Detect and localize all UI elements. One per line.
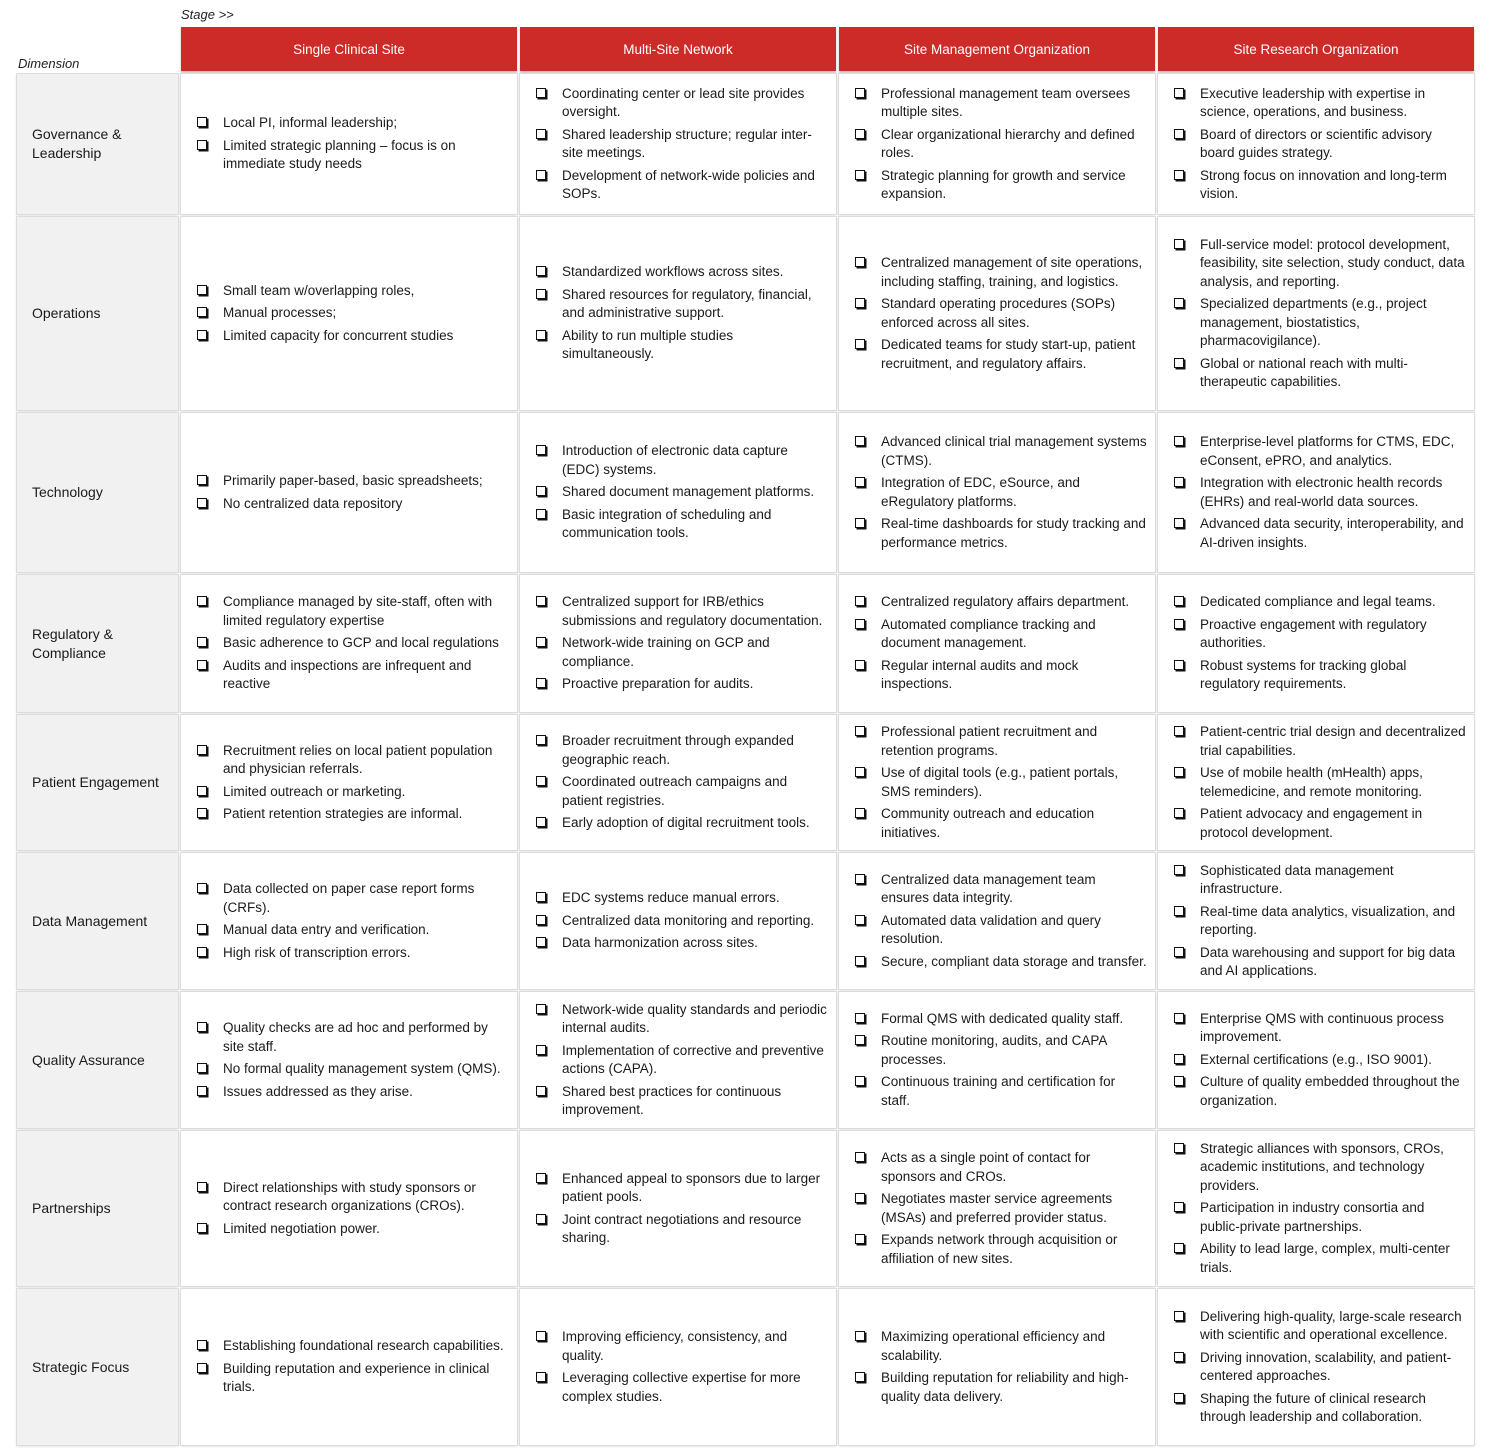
checkbox-bullet-item: Broader recruitment through expanded geographic reach. [534, 732, 828, 769]
checkbox-bullet-item: No formal quality management system (QMS). [195, 1060, 509, 1079]
checkbox-bullet-item: Ability to lead large, complex, multi-center trials. [1172, 1240, 1466, 1277]
checkbox-bullet-item: Automated data validation and query resolution. [853, 912, 1147, 949]
checkbox-bullet-item: Proactive preparation for audits. [534, 675, 828, 694]
checkbox-bullet-item: Audits and inspections are infrequent and reactive [195, 657, 509, 694]
stage-cell [520, 715, 836, 850]
bullet-list [195, 1179, 509, 1239]
stage-cell [181, 853, 517, 989]
bullet-list [853, 1010, 1147, 1111]
checkbox-bullet-item: Enterprise-level platforms for CTMS, EDC, eConsent, ePRO, and analytics. [1172, 433, 1466, 470]
stage-cell [520, 575, 836, 712]
checkbox-bullet-item: Continuous training and certification for staff. [853, 1073, 1147, 1110]
stage-cell [181, 1131, 517, 1286]
checkbox-bullet-item: Development of network-wide policies and SOPs. [534, 167, 828, 204]
dimension-axis-label: Dimension [18, 56, 80, 71]
checkbox-bullet-item: Clear organizational hierarchy and defined roles. [853, 126, 1147, 163]
bullet-list [534, 1328, 828, 1406]
checkbox-bullet-item: Centralized regulatory affairs department. [853, 593, 1147, 612]
checkbox-bullet-item: Recruitment relies on local patient population and physician referrals. [195, 742, 509, 779]
checkbox-bullet-item: Patient-centric trial design and decentralized trial capabilities. [1172, 723, 1466, 760]
stage-header-single-clinical-site: Single Clinical Site [181, 27, 517, 71]
bullet-list [1172, 433, 1466, 552]
stage-cell [839, 575, 1155, 712]
dimension-label: Quality Assurance [17, 992, 178, 1128]
checkbox-bullet-item: Network-wide training on GCP and compliance. [534, 634, 828, 671]
checkbox-bullet-item: Implementation of corrective and preventive actions (CAPA). [534, 1042, 828, 1079]
checkbox-bullet-item: External certifications (e.g., ISO 9001). [1172, 1051, 1466, 1070]
checkbox-bullet-item: Automated compliance tracking and document management. [853, 616, 1147, 653]
dimension-row [17, 715, 1474, 850]
checkbox-bullet-item: Building reputation and experience in clinical trials. [195, 1360, 509, 1397]
dimension-row [17, 853, 1474, 989]
checkbox-bullet-item: Establishing foundational research capabilities. [195, 1337, 509, 1356]
checkbox-bullet-item: Expands network through acquisition or affiliation of new sites. [853, 1231, 1147, 1268]
checkbox-bullet-item: Real-time data analytics, visualization, and reporting. [1172, 903, 1466, 940]
checkbox-bullet-item: Limited strategic planning – focus is on immediate study needs [195, 137, 509, 174]
checkbox-bullet-item: Acts as a single point of contact for sponsors and CROs. [853, 1149, 1147, 1186]
checkbox-bullet-item: Shared document management platforms. [534, 483, 828, 502]
bullet-list [1172, 593, 1466, 694]
checkbox-bullet-item: Formal QMS with dedicated quality staff. [853, 1010, 1147, 1029]
dimension-label: Partnerships [17, 1131, 178, 1286]
maturity-matrix-table [14, 24, 1477, 1448]
stage-cell [181, 413, 517, 572]
corner-cell [17, 27, 178, 71]
checkbox-bullet-item: Strong focus on innovation and long-term vision. [1172, 167, 1466, 204]
dimension-label: Data Management [17, 853, 178, 989]
checkbox-bullet-item: Primarily paper-based, basic spreadsheets; [195, 472, 509, 491]
checkbox-bullet-item: Strategic planning for growth and service expansion. [853, 167, 1147, 204]
dimension-label: Regulatory & Compliance [17, 575, 178, 712]
stage-cell [181, 992, 517, 1128]
stage-cell [520, 217, 836, 410]
checkbox-bullet-item: Limited outreach or marketing. [195, 783, 509, 802]
checkbox-bullet-item: Patient advocacy and engagement in protocol development. [1172, 805, 1466, 842]
dimension-label: Governance & Leadership [17, 74, 178, 214]
checkbox-bullet-item: Issues addressed as they arise. [195, 1083, 509, 1102]
stage-cell [839, 217, 1155, 410]
matrix-body [17, 74, 1474, 1445]
bullet-list [195, 114, 509, 174]
bullet-list [534, 889, 828, 953]
bullet-list [534, 732, 828, 833]
checkbox-bullet-item: Centralized management of site operations, including staffing, training, and logistics. [853, 254, 1147, 291]
checkbox-bullet-item: Global or national reach with multi-therapeutic capabilities. [1172, 355, 1466, 392]
dimension-label: Technology [17, 413, 178, 572]
bullet-list [534, 85, 828, 204]
bullet-list [195, 880, 509, 962]
stage-cell [520, 1131, 836, 1286]
bullet-list [1172, 723, 1466, 842]
checkbox-bullet-item: Dedicated teams for study start-up, patient recruitment, and regulatory affairs. [853, 336, 1147, 373]
checkbox-bullet-item: Basic integration of scheduling and communication tools. [534, 506, 828, 543]
bullet-list [195, 1337, 509, 1397]
stage-cell [181, 74, 517, 214]
stage-cell [839, 715, 1155, 850]
stage-cell [1158, 1289, 1474, 1445]
bullet-list [195, 282, 509, 346]
checkbox-bullet-item: Improving efficiency, consistency, and quality. [534, 1328, 828, 1365]
bullet-list [534, 593, 828, 694]
checkbox-bullet-item: Joint contract negotiations and resource sharing. [534, 1211, 828, 1248]
checkbox-bullet-item: Delivering high-quality, large-scale research with scientific and operational excellence. [1172, 1308, 1466, 1345]
checkbox-bullet-item: High risk of transcription errors. [195, 944, 509, 963]
stage-cell [181, 217, 517, 410]
bullet-list [1172, 1308, 1466, 1427]
checkbox-bullet-item: Integration with electronic health records (EHRs) and real-world data sources. [1172, 474, 1466, 511]
checkbox-bullet-item: Advanced data security, interoperability, and AI-driven insights. [1172, 515, 1466, 552]
checkbox-bullet-item: Advanced clinical trial management systems (CTMS). [853, 433, 1147, 470]
checkbox-bullet-item: Regular internal audits and mock inspections. [853, 657, 1147, 694]
checkbox-bullet-item: Specialized departments (e.g., project management, biostatistics, pharmacovigilance). [1172, 295, 1466, 351]
checkbox-bullet-item: Enterprise QMS with continuous process improvement. [1172, 1010, 1466, 1047]
checkbox-bullet-item: Shared resources for regulatory, financial, and administrative support. [534, 286, 828, 323]
checkbox-bullet-item: Integration of EDC, eSource, and eRegulatory platforms. [853, 474, 1147, 511]
checkbox-bullet-item: Data collected on paper case report forms (CRFs). [195, 880, 509, 917]
stage-cell [1158, 575, 1474, 712]
stage-header-row [17, 27, 1474, 71]
checkbox-bullet-item: Ability to run multiple studies simultaneously. [534, 327, 828, 364]
stage-cell [520, 992, 836, 1128]
checkbox-bullet-item: Proactive engagement with regulatory authorities. [1172, 616, 1466, 653]
checkbox-bullet-item: Network-wide quality standards and periodic internal audits. [534, 1001, 828, 1038]
stage-cell [520, 74, 836, 214]
dimension-label: Patient Engagement [17, 715, 178, 850]
stage-cell [839, 853, 1155, 989]
checkbox-bullet-item: No centralized data repository [195, 495, 509, 514]
checkbox-bullet-item: Executive leadership with expertise in science, operations, and business. [1172, 85, 1466, 122]
checkbox-bullet-item: Coordinated outreach campaigns and patient registries. [534, 773, 828, 810]
bullet-list [1172, 236, 1466, 392]
stage-header-multi-site-network: Multi-Site Network [520, 27, 836, 71]
stage-cell [181, 575, 517, 712]
checkbox-bullet-item: Data warehousing and support for big data and AI applications. [1172, 944, 1466, 981]
checkbox-bullet-item: Manual data entry and verification. [195, 921, 509, 940]
stage-cell [839, 992, 1155, 1128]
checkbox-bullet-item: Robust systems for tracking global regulatory requirements. [1172, 657, 1466, 694]
stage-cell [839, 1289, 1155, 1445]
bullet-list [534, 442, 828, 543]
checkbox-bullet-item: Maximizing operational efficiency and scalability. [853, 1328, 1147, 1365]
stage-header-site-management-organization: Site Management Organization [839, 27, 1155, 71]
checkbox-bullet-item: Culture of quality embedded throughout the organization. [1172, 1073, 1466, 1110]
bullet-list [853, 723, 1147, 842]
checkbox-bullet-item: Compliance managed by site-staff, often with limited regulatory expertise [195, 593, 509, 630]
checkbox-bullet-item: Board of directors or scientific advisory board guides strategy. [1172, 126, 1466, 163]
checkbox-bullet-item: Local PI, informal leadership; [195, 114, 509, 133]
checkbox-bullet-item: Centralized support for IRB/ethics submissions and regulatory documentation. [534, 593, 828, 630]
stage-header-site-research-organization: Site Research Organization [1158, 27, 1474, 71]
checkbox-bullet-item: Secure, compliant data storage and transfer. [853, 953, 1147, 972]
checkbox-bullet-item: Enhanced appeal to sponsors due to larger patient pools. [534, 1170, 828, 1207]
bullet-list [534, 1001, 828, 1120]
stage-cell [181, 1289, 517, 1445]
stage-cell [839, 74, 1155, 214]
checkbox-bullet-item: Introduction of electronic data capture (EDC) systems. [534, 442, 828, 479]
bullet-list [195, 593, 509, 694]
checkbox-bullet-item: Quality checks are ad hoc and performed by site staff. [195, 1019, 509, 1056]
bullet-list [1172, 862, 1466, 981]
stage-cell [520, 413, 836, 572]
stage-cell [520, 853, 836, 989]
bullet-list [853, 871, 1147, 972]
dimension-row [17, 217, 1474, 410]
stage-cell [1158, 217, 1474, 410]
stage-cell [1158, 715, 1474, 850]
stage-cell [839, 413, 1155, 572]
dimension-label: Operations [17, 217, 178, 410]
checkbox-bullet-item: Patient retention strategies are informal. [195, 805, 509, 824]
checkbox-bullet-item: Centralized data management team ensures data integrity. [853, 871, 1147, 908]
checkbox-bullet-item: Limited negotiation power. [195, 1220, 509, 1239]
checkbox-bullet-item: Direct relationships with study sponsors or contract research organizations (CROs). [195, 1179, 509, 1216]
checkbox-bullet-item: Dedicated compliance and legal teams. [1172, 593, 1466, 612]
checkbox-bullet-item: Coordinating center or lead site provides oversight. [534, 85, 828, 122]
dimension-row [17, 413, 1474, 572]
checkbox-bullet-item: Early adoption of digital recruitment tools. [534, 814, 828, 833]
checkbox-bullet-item: Standard operating procedures (SOPs) enforced across all sites. [853, 295, 1147, 332]
stage-cell [520, 1289, 836, 1445]
checkbox-bullet-item: Leveraging collective expertise for more complex studies. [534, 1369, 828, 1406]
checkbox-bullet-item: Routine monitoring, audits, and CAPA processes. [853, 1032, 1147, 1069]
stage-cell [1158, 1131, 1474, 1286]
bullet-list [195, 742, 509, 824]
checkbox-bullet-item: Limited capacity for concurrent studies [195, 327, 509, 346]
checkbox-bullet-item: Driving innovation, scalability, and patient-centered approaches. [1172, 1349, 1466, 1386]
bullet-list [853, 433, 1147, 552]
stage-cell [1158, 853, 1474, 989]
dimension-row [17, 992, 1474, 1128]
checkbox-bullet-item: Shared leadership structure; regular inter-site meetings. [534, 126, 828, 163]
bullet-list [195, 472, 509, 513]
checkbox-bullet-item: Negotiates master service agreements (MSAs) and preferred provider status. [853, 1190, 1147, 1227]
dimension-row [17, 74, 1474, 214]
checkbox-bullet-item: Standardized workflows across sites. [534, 263, 828, 282]
stage-cell [181, 715, 517, 850]
bullet-list [534, 1170, 828, 1248]
stage-cell [839, 1131, 1155, 1286]
stage-cell [1158, 413, 1474, 572]
bullet-list [1172, 1010, 1466, 1111]
checkbox-bullet-item: Basic adherence to GCP and local regulations [195, 634, 509, 653]
checkbox-bullet-item: Shared best practices for continuous improvement. [534, 1083, 828, 1120]
bullet-list [195, 1019, 509, 1101]
checkbox-bullet-item: Sophisticated data management infrastructure. [1172, 862, 1466, 899]
dimension-row [17, 1131, 1474, 1286]
checkbox-bullet-item: Community outreach and education initiatives. [853, 805, 1147, 842]
stage-axis-label: Stage >> [181, 7, 234, 22]
dimension-row [17, 575, 1474, 712]
checkbox-bullet-item: Building reputation for reliability and high-quality data delivery. [853, 1369, 1147, 1406]
checkbox-bullet-item: Use of mobile health (mHealth) apps, telemedicine, and remote monitoring. [1172, 764, 1466, 801]
stage-cell [1158, 74, 1474, 214]
bullet-list [853, 1328, 1147, 1406]
checkbox-bullet-item: Participation in industry consortia and public-private partnerships. [1172, 1199, 1466, 1236]
checkbox-bullet-item: Professional patient recruitment and retention programs. [853, 723, 1147, 760]
bullet-list [853, 85, 1147, 204]
bullet-list [1172, 85, 1466, 204]
checkbox-bullet-item: Strategic alliances with sponsors, CROs, academic institutions, and technology providers. [1172, 1140, 1466, 1196]
bullet-list [853, 254, 1147, 373]
bullet-list [1172, 1140, 1466, 1278]
checkbox-bullet-item: Data harmonization across sites. [534, 934, 828, 953]
checkbox-bullet-item: Real-time dashboards for study tracking and performance metrics. [853, 515, 1147, 552]
checkbox-bullet-item: Centralized data monitoring and reporting. [534, 912, 828, 931]
checkbox-bullet-item: EDC systems reduce manual errors. [534, 889, 828, 908]
checkbox-bullet-item: Small team w/overlapping roles, [195, 282, 509, 301]
checkbox-bullet-item: Shaping the future of clinical research through leadership and collaboration. [1172, 1390, 1466, 1427]
checkbox-bullet-item: Manual processes; [195, 304, 509, 323]
checkbox-bullet-item: Use of digital tools (e.g., patient portals, SMS reminders). [853, 764, 1147, 801]
bullet-list [534, 263, 828, 364]
bullet-list [853, 1149, 1147, 1268]
dimension-row [17, 1289, 1474, 1445]
checkbox-bullet-item: Professional management team oversees multiple sites. [853, 85, 1147, 122]
checkbox-bullet-item: Full-service model: protocol development, feasibility, site selection, study conduct, data analysis, and reporting. [1172, 236, 1466, 292]
dimension-label: Strategic Focus [17, 1289, 178, 1445]
bullet-list [853, 593, 1147, 694]
stage-cell [1158, 992, 1474, 1128]
